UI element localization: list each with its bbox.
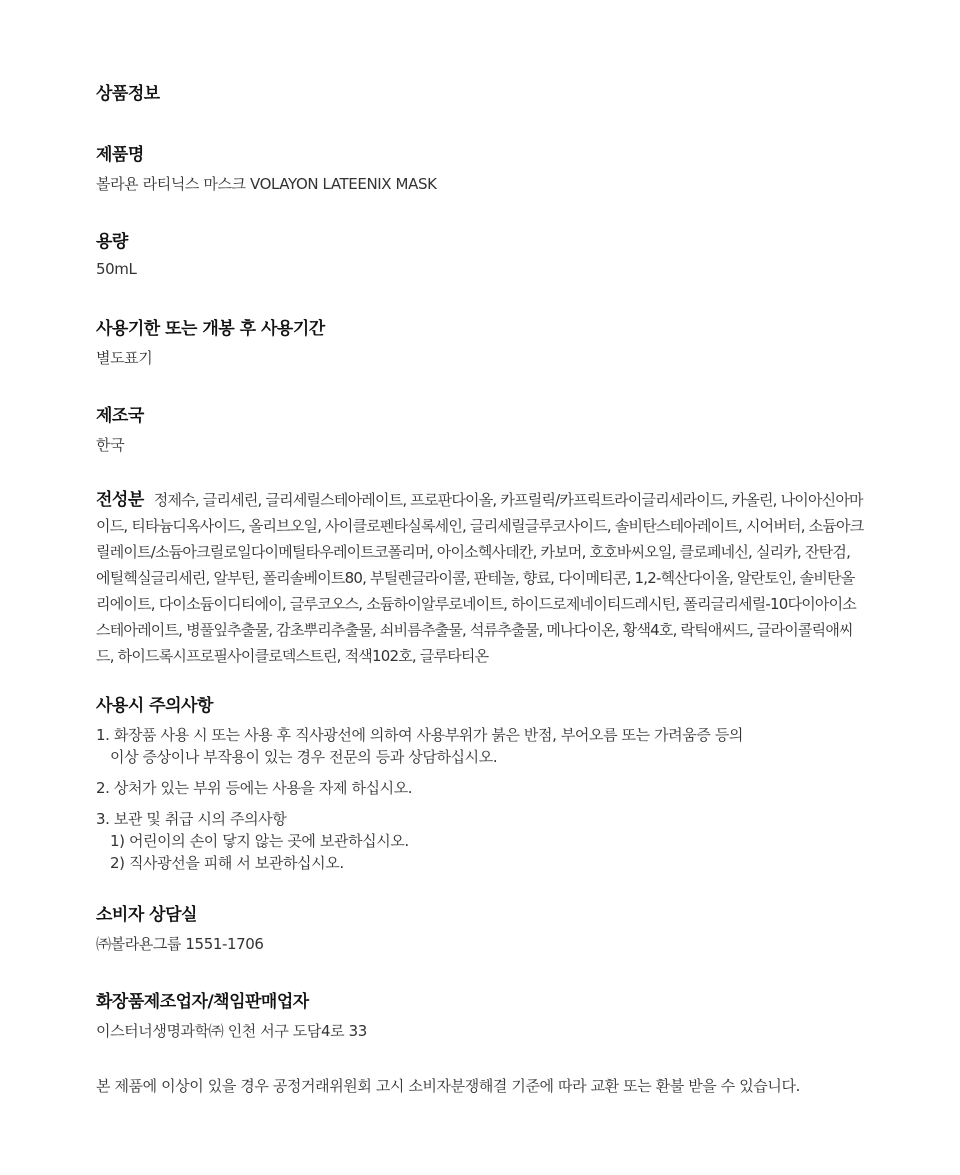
caution-list [96,724,864,874]
notice-block [96,1075,864,1096]
country-block [96,401,864,455]
volume-block [96,227,864,278]
product-name-block [96,140,864,194]
section-title-block [96,79,864,104]
ingredients-label: 전성분 [96,490,144,510]
caution-item-1 [96,724,864,768]
expiry-value: 별도표기 [96,349,153,367]
section-title: 상품정보 [96,84,160,104]
ingredients-block [96,487,864,669]
caution-item-2 [96,777,864,799]
country-label: 제조국 [96,406,144,426]
caution-block [96,691,864,883]
notice-text: 본 제품에 이상이 있을 경우 공정거래위원회 고시 소비자분쟁해결 기준에 따라 교환 또는 환불 받을 수 있습니다. [96,1077,800,1095]
product-name-value: 볼라욘 라티닉스 마스크 VOLAYON LATEENIX MASK [96,175,437,193]
volume-value: 50mL [96,260,137,278]
caution-item-2-text: 2. 상처가 있는 부위 등에는 사용을 자제 하십시오. [96,779,413,797]
manufacturer-block [96,987,864,1041]
caution-item-1-line-1: 1. 화장품 사용 시 또는 사용 후 직사광선에 의하여 사용부위가 붉은 반점, 부어오름 또는 가려움증 등의 [96,726,744,744]
caution-item-3-title: 3. 보관 및 취급 시의 주의사항 [96,810,287,828]
caution-item-3-sub-1: 1) 어린이의 손이 닿지 않는 곳에 보관하십시오. [110,832,409,850]
consumer-label: 소비자 상담실 [96,905,197,925]
consumer-block [96,900,864,954]
manufacturer-value: 이스터너생명과학㈜ 인천 서구 도담4로 33 [96,1022,367,1040]
caution-item-1-line-2: 이상 증상이나 부작용이 있는 경우 전문의 등과 상담하십시오. [110,748,498,766]
caution-item-3 [96,808,864,874]
ingredients-text [96,487,864,669]
expiry-label: 사용기한 또는 개봉 후 사용기간 [96,319,325,339]
country-value: 한국 [96,436,125,454]
volume-label: 용량 [96,232,128,252]
caution-item-3-sub-2: 2) 직사광선을 피해 서 보관하십시오. [110,854,344,872]
expiry-block [96,314,864,368]
manufacturer-label: 화장품제조업자/책임판매업자 [96,992,309,1012]
consumer-value: ㈜볼라욘그룹 1551-1706 [96,935,264,953]
ingredients-value: 정제수, 글리세린, 글리세릴스테아레이트, 프로판다이올, 카프릴릭/카프릭트라이글리세라이드, 카올린, 나이아신아마이드, 티타늄디옥사이드, 올리브오일, 사이클로펜타실록세인, 글리세릴글루코사이드, 솔비탄스테아레이트, 시어버터, 소듐아크릴레이트/소듐아크릴로일다이메틸타우레이트코폴리머, 아이소헥사데칸, 카보머, 호호바씨오일, 클로페네신, 실리카, 잔탄검, 에틸헥실글리세린, 알부틴, 폴리솔베이트80, 부틸렌글라이콜, 판테놀, 향료, 다이메티콘, 1,2-헥산다이올, 알란토인, 솔비탄올리에이트, 다이소듐이디티에이, 글루코오스, 소듐하이알루로네이트, 하이드로제네이티드레시틴, 폴리글리세릴-10다이아이소스테아레이트, 병풀잎추출물, 감초뿌리추출물, 쇠비름추출물, 석류추출물, 메나다이온, 황색4호, 락틱애씨드, 글라이콜릭애씨드, 하이드록시프로필사이클로덱스트린, 적색102호, 글루타티온 [96,491,864,665]
product-name-label: 제품명 [96,145,144,165]
caution-label: 사용시 주의사항 [96,696,213,716]
